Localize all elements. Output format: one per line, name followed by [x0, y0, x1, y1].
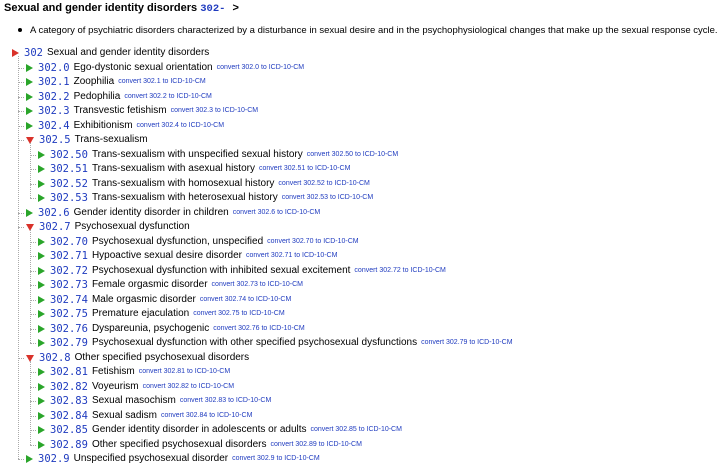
header-arrow[interactable]: >	[232, 2, 239, 14]
tree-row[interactable]	[26, 206, 320, 221]
convert-link[interactable]: convert 302.84 to ICD-10-CM	[160, 411, 253, 419]
convert-link[interactable]: convert 302.79 to ICD-10-CM	[421, 339, 513, 346]
code-description: Premature ejaculation	[91, 308, 190, 319]
icd-code-link[interactable]: 302.8	[39, 351, 71, 364]
tree-row[interactable]	[38, 191, 373, 206]
convert-link[interactable]: convert 302.4 to ICD-10-CM	[136, 121, 225, 129]
tree-guide-line	[30, 230, 31, 343]
convert-link[interactable]: convert 302.75 to ICD-10-CM	[193, 310, 285, 317]
icd-code-link[interactable]: 302.89	[50, 438, 88, 451]
convert-link[interactable]: convert 302.51 to ICD-10-CM	[258, 165, 351, 172]
tree-row[interactable]	[38, 235, 359, 250]
icd-code-link[interactable]: 302.6	[38, 206, 70, 219]
icd-code-link[interactable]: 302.71	[50, 250, 88, 262]
expand-triangle-icon[interactable]	[38, 441, 45, 449]
code-description: Dyspareunia, psychogenic	[91, 322, 210, 334]
expand-triangle-icon[interactable]	[26, 93, 33, 101]
code-description: Male orgasmic disorder	[91, 293, 196, 305]
convert-link[interactable]: convert 302.71 to ICD-10-CM	[246, 252, 338, 259]
expand-triangle-icon[interactable]	[38, 151, 45, 159]
tree-row[interactable]	[38, 148, 398, 163]
tree-row[interactable]	[26, 75, 206, 90]
page-title: Sexual and gender identity disorders	[4, 2, 198, 14]
tree-guide-line	[18, 56, 19, 459]
expand-triangle-icon[interactable]	[38, 412, 45, 420]
expand-triangle-icon[interactable]	[38, 325, 45, 333]
convert-link[interactable]: convert 302.3 to ICD-10-CM	[170, 107, 259, 114]
icd-code-link[interactable]: 302	[24, 47, 43, 59]
expand-triangle-icon[interactable]	[26, 209, 33, 217]
expand-triangle-icon[interactable]	[38, 180, 45, 188]
expand-triangle-icon[interactable]	[38, 383, 45, 391]
tree-row[interactable]	[26, 90, 212, 105]
expand-triangle-icon[interactable]	[38, 310, 45, 318]
code-description: Hypoactive sexual desire disorder	[91, 250, 243, 261]
tree-row[interactable]	[38, 278, 303, 293]
convert-link[interactable]: convert 302.2 to ICD-10-CM	[124, 92, 212, 100]
icd-code-link[interactable]: 302.50	[50, 148, 88, 161]
expand-triangle-icon[interactable]	[38, 296, 45, 304]
code-description: Psychosexual dysfunction with inhibited sexual excitement	[91, 264, 351, 276]
tree-row[interactable]	[38, 394, 271, 409]
expand-triangle-icon[interactable]	[38, 368, 45, 376]
icd-code-link[interactable]: 302.2	[38, 90, 70, 103]
page-header	[4, 2, 239, 15]
code-description: Sexual masochism	[91, 395, 176, 406]
tree-row[interactable]	[38, 293, 291, 308]
code-description: Voyeurism	[91, 380, 139, 392]
expand-triangle-icon[interactable]	[38, 252, 45, 260]
convert-link[interactable]: convert 302.85 to ICD-10-CM	[310, 426, 402, 433]
icd-code-link[interactable]: 302.72	[50, 264, 88, 277]
icd-code-link[interactable]: 302.53	[50, 192, 88, 204]
icd-code-link[interactable]: 302.70	[50, 235, 88, 248]
description-text: A category of psychiatric disorders characterized by a disturbance in sexual desire and in the psychophysiological changes that make up the sexual response cycle.	[30, 25, 718, 36]
expand-triangle-icon[interactable]	[38, 426, 45, 434]
icd-code-link[interactable]: 302.74	[50, 293, 88, 306]
tree-row[interactable]	[38, 162, 350, 177]
convert-link[interactable]: convert 302.52 to ICD-10-CM	[278, 179, 370, 187]
tree-row[interactable]	[38, 177, 370, 192]
tree-guide-line	[30, 361, 31, 445]
code-description: Sexual and gender identity disorders	[46, 47, 210, 58]
tree-row[interactable]	[38, 307, 285, 322]
expand-triangle-icon[interactable]	[38, 165, 45, 173]
code-description: Gender identity disorder in children	[73, 206, 229, 218]
icd-code-link[interactable]: 302.3	[38, 105, 70, 117]
code-description: Ego-dystonic sexual orientation	[73, 61, 213, 73]
code-description: Pedophilia	[73, 90, 121, 102]
tree-row[interactable]	[38, 336, 513, 351]
convert-link[interactable]: convert 302.50 to ICD-10-CM	[306, 150, 399, 158]
tree-row[interactable]	[38, 249, 337, 264]
icd-code-link[interactable]: 302.9	[38, 453, 70, 465]
tree-row[interactable]	[38, 264, 446, 279]
code-description: Trans-sexualism	[74, 134, 148, 145]
expand-triangle-icon[interactable]	[26, 78, 33, 86]
code-description: Trans-sexualism with asexual history	[91, 163, 255, 174]
expand-triangle-icon[interactable]	[26, 64, 33, 72]
code-description: Female orgasmic disorder	[91, 279, 208, 290]
tree-row[interactable]	[26, 119, 224, 134]
icd-code-link[interactable]: 302.5	[39, 134, 71, 146]
icd-code-link[interactable]: 302.0	[38, 61, 70, 74]
convert-link[interactable]: convert 302.6 to ICD-10-CM	[232, 208, 321, 216]
tree-row[interactable]	[38, 380, 234, 395]
code-description: Other specified psychosexual disorders	[91, 438, 267, 450]
bullet-icon	[18, 28, 22, 32]
convert-link[interactable]: convert 302.53 to ICD-10-CM	[281, 194, 374, 201]
code-description: Transvestic fetishism	[73, 105, 167, 116]
icd-code-link[interactable]: 302.81	[50, 366, 88, 378]
expand-triangle-icon[interactable]	[38, 238, 45, 246]
code-description: Sexual sadism	[91, 409, 157, 421]
tree-connector	[30, 198, 36, 199]
expand-triangle-icon[interactable]	[26, 122, 33, 130]
tree-row[interactable]	[26, 351, 249, 366]
convert-link[interactable]: convert 302.74 to ICD-10-CM	[199, 295, 292, 303]
tree-row[interactable]	[26, 61, 304, 76]
convert-link[interactable]: convert 302.81 to ICD-10-CM	[138, 368, 231, 375]
code-description: Trans-sexualism with unspecified sexual history	[91, 148, 303, 160]
code-description: Gender identity disorder in adolescents or adults	[91, 424, 307, 435]
expand-triangle-icon[interactable]	[38, 339, 45, 347]
code-description: Psychosexual dysfunction	[74, 221, 190, 232]
expand-triangle-icon[interactable]	[38, 267, 45, 275]
icd-code-link[interactable]: 302.1	[38, 76, 70, 88]
icd-code-link[interactable]: 302.82	[50, 380, 88, 393]
tree-connector	[18, 459, 24, 460]
tree-connector	[30, 343, 36, 344]
icd-code-link[interactable]: 302.84	[50, 409, 88, 422]
tree-row[interactable]	[26, 220, 190, 235]
icd-code-link[interactable]: 302.85	[50, 424, 88, 436]
icd-code-link[interactable]: 302.76	[50, 322, 88, 335]
tree-row[interactable]	[38, 423, 402, 438]
convert-link[interactable]: convert 302.73 to ICD-10-CM	[211, 281, 303, 288]
tree-row[interactable]	[38, 438, 362, 453]
code-description: Fetishism	[91, 366, 135, 377]
category-description	[18, 25, 718, 36]
code-description: Psychosexual dysfunction with other specified psychosexual dysfunctions	[91, 337, 418, 348]
convert-link[interactable]: convert 302.83 to ICD-10-CM	[179, 397, 272, 404]
code-description: Psychosexual dysfunction, unspecified	[91, 235, 264, 247]
tree-row[interactable]	[38, 365, 230, 380]
code-description: Trans-sexualism with heterosexual history	[91, 192, 278, 203]
tree-connector	[30, 445, 36, 446]
icd-code-link[interactable]: 302.52	[50, 177, 88, 190]
convert-link[interactable]: convert 302.72 to ICD-10-CM	[354, 266, 446, 274]
convert-link[interactable]: convert 302.0 to ICD-10-CM	[216, 63, 305, 71]
convert-link[interactable]: convert 302.70 to ICD-10-CM	[267, 237, 359, 245]
icd-code-link[interactable]: 302.83	[50, 395, 88, 407]
tree-row[interactable]	[26, 104, 258, 119]
code-description: Unspecified psychosexual disorder	[73, 453, 229, 464]
convert-link[interactable]: convert 302.1 to ICD-10-CM	[118, 78, 206, 85]
code-description: Other specified psychosexual disorders	[74, 351, 250, 363]
icd-code-link[interactable]: 302.73	[50, 279, 88, 291]
tree-row[interactable]	[26, 133, 148, 148]
expand-triangle-icon[interactable]	[38, 397, 45, 405]
expand-triangle-icon[interactable]	[26, 107, 33, 115]
tree-row[interactable]	[12, 46, 209, 61]
code-description: Trans-sexualism with homosexual history	[91, 177, 275, 189]
icd-code-link[interactable]: 302.7	[39, 221, 71, 233]
code-description: Exhibitionism	[73, 119, 133, 131]
header-code: 302-	[200, 3, 226, 15]
expand-triangle-icon[interactable]	[38, 281, 45, 289]
convert-link[interactable]: convert 302.89 to ICD-10-CM	[270, 440, 362, 448]
convert-link[interactable]: convert 302.9 to ICD-10-CM	[232, 455, 320, 462]
convert-link[interactable]: convert 302.76 to ICD-10-CM	[213, 324, 305, 332]
tree-guide-line	[30, 143, 31, 198]
tree-row[interactable]	[38, 322, 305, 337]
icd-code-link[interactable]: 302.51	[50, 163, 88, 175]
icd-code-link[interactable]: 302.4	[38, 119, 70, 132]
icd-code-link[interactable]: 302.75	[50, 308, 88, 320]
code-description: Zoophilia	[73, 76, 115, 87]
expand-triangle-icon[interactable]	[38, 194, 45, 202]
icd-code-link[interactable]: 302.79	[50, 337, 88, 349]
tree-row[interactable]	[26, 452, 320, 467]
expand-triangle-icon[interactable]	[26, 455, 33, 463]
convert-link[interactable]: convert 302.82 to ICD-10-CM	[142, 382, 235, 390]
tree-row[interactable]	[38, 409, 252, 424]
